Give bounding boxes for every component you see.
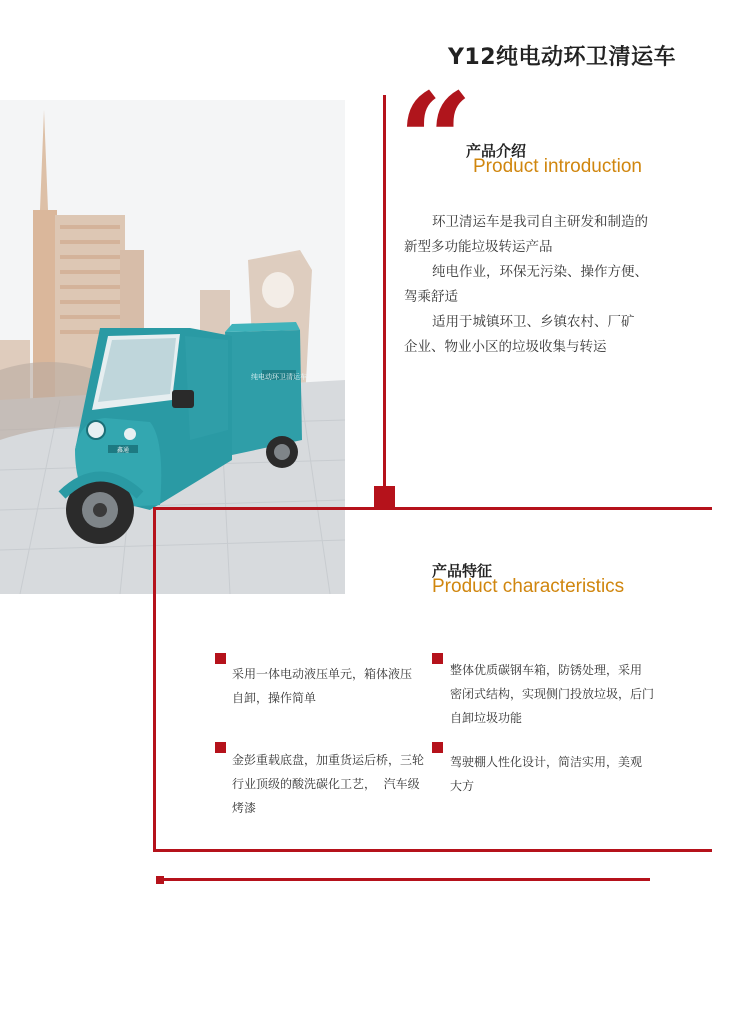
feature-item-2 (450, 658, 680, 730)
intro-paragraph-1-rest: 新型多功能垃圾转运产品 (404, 239, 553, 255)
feature-item-3 (232, 748, 432, 820)
characteristics-title-cn: 产品特征 (432, 562, 493, 580)
feature-2-line-2: 密闭式结构，实现侧门投放垃圾，后门 (450, 687, 655, 701)
quote-mark-icon: “ (398, 64, 473, 217)
feature-1-line-1: 采用一体电动液压单元，箱体液压 (232, 667, 413, 681)
footer-rule (162, 878, 650, 881)
characteristics-title-en: Product characteristics (432, 576, 625, 597)
feature-bullet-icon (215, 742, 226, 753)
svg-text:纯电动环卫清运车: 纯电动环卫清运车 (251, 373, 307, 381)
intro-title-en: Product introduction (473, 156, 642, 177)
intro-body (404, 210, 674, 360)
vertical-divider-top (383, 95, 386, 487)
intro-paragraph-2-first: 纯电作业，环保无污染、操作方便、 (432, 264, 648, 280)
intro-paragraph-1-first: 环卫清运车是我司自主研发和制造的 (432, 214, 648, 230)
feature-bullet-icon (432, 742, 443, 753)
feature-2-line-1: 整体优质碳钢车箱，防锈处理，采用 (450, 663, 643, 677)
footer-rule-cap (156, 876, 164, 884)
feature-item-4 (450, 750, 680, 798)
junction-square (374, 486, 395, 507)
intro-paragraph-2-rest: 驾乘舒适 (404, 289, 458, 305)
horizontal-divider-bottom (153, 849, 712, 852)
hero-vehicle-image (0, 100, 345, 594)
feature-3-line-3: 烤漆 (232, 801, 257, 815)
svg-text:鑫通: 鑫通 (116, 447, 130, 454)
intro-paragraph-3-first: 适用于城镇环卫、乡镇农村、厂矿 (432, 314, 635, 330)
feature-1-line-2: 自卸，操作简单 (232, 691, 317, 705)
feature-4-line-2: 大方 (450, 779, 475, 793)
feature-bullet-icon (215, 653, 226, 664)
vertical-divider-left (153, 507, 156, 851)
feature-3-line-2: 行业顶级的酸洗碳化工艺， 汽车级 (232, 777, 420, 791)
feature-bullet-icon (432, 653, 443, 664)
intro-paragraph-3-rest: 企业、物业小区的垃圾收集与转运 (404, 339, 607, 355)
feature-4-line-1: 驾驶棚人性化设计，简洁实用，美观 (450, 755, 643, 769)
feature-2-line-3: 自卸垃圾功能 (450, 711, 523, 725)
feature-3-line-1: 金彭重载底盘，加重货运后桥，三轮 (232, 753, 425, 767)
intro-title-cn: 产品介绍 (466, 142, 527, 160)
page-title: Y12纯电动环卫清运车 (448, 45, 677, 70)
horizontal-divider-top (155, 507, 712, 510)
feature-item-1 (232, 662, 432, 710)
